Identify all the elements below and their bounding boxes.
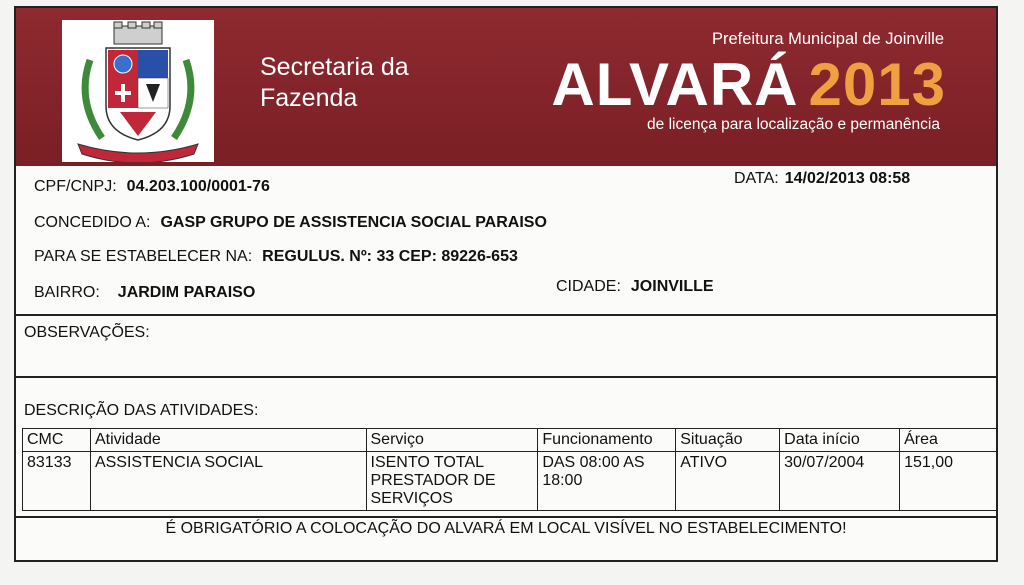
concedido-value: GASP GRUPO DE ASSISTENCIA SOCIAL PARAISO <box>160 214 547 231</box>
cell-atividade: ASSISTENCIA SOCIAL <box>90 452 366 511</box>
divider-top <box>16 314 996 316</box>
header-banner <box>16 8 996 166</box>
col-data-inicio: Data início <box>780 429 900 452</box>
secretaria-title <box>260 52 409 114</box>
col-situacao: Situação <box>676 429 780 452</box>
secretaria-line-1: Secretaria da <box>260 53 409 81</box>
cpf-field <box>34 178 270 196</box>
bairro-label: BAIRRO: <box>34 284 100 301</box>
cell-servico: ISENTO TOTAL PRESTADOR DE SERVIÇOS <box>366 452 538 511</box>
table-row <box>23 452 998 511</box>
cidade-label: CIDADE: <box>556 278 621 295</box>
concedido-label: CONCEDIDO A: <box>34 214 151 231</box>
cpf-label: CPF/CNPJ: <box>34 178 117 195</box>
data-field <box>734 170 910 188</box>
cidade-value: JOINVILLE <box>630 278 714 295</box>
col-servico: Serviço <box>366 429 538 452</box>
cidade-field <box>556 278 714 296</box>
cpf-value: 04.203.100/0001-76 <box>126 178 270 195</box>
col-cmc: CMC <box>23 429 91 452</box>
estabelecer-label: PARA SE ESTABELECER NA: <box>34 248 253 265</box>
alvara-year: 2013 <box>808 51 946 118</box>
data-label: DATA: <box>734 170 779 187</box>
footer-notice: É OBRIGATÓRIO A COLOCAÇÃO DO ALVARÁ EM LOCAL VISÍVEL NO ESTABELECIMENTO! <box>165 520 847 537</box>
estabelecer-field <box>34 248 518 266</box>
col-area: Área <box>900 429 998 452</box>
table-header-row <box>23 429 998 452</box>
licenca-subtitle: de licença para localização e permanência <box>647 116 940 133</box>
col-atividade: Atividade <box>90 429 366 452</box>
concedido-field <box>34 214 547 232</box>
col-funcionamento: Funcionamento <box>538 429 676 452</box>
crest-icon <box>62 20 214 162</box>
joinville-coat-of-arms <box>62 20 214 162</box>
cell-area: 151,00 <box>900 452 998 511</box>
data-value: 14/02/2013 08:58 <box>784 170 911 187</box>
cell-cmc: 83133 <box>23 452 91 511</box>
bairro-value: JARDIM PARAISO <box>117 284 256 301</box>
alvara-title <box>551 52 946 118</box>
cell-funcionamento: DAS 08:00 AS 18:00 <box>538 452 676 511</box>
alvara-document <box>14 6 998 562</box>
descricao-label: DESCRIÇÃO DAS ATIVIDADES: <box>24 402 259 419</box>
cell-situacao: ATIVO <box>676 452 780 511</box>
secretaria-line-2: Fazenda <box>260 84 358 112</box>
atividades-table <box>22 428 998 511</box>
alvara-word: ALVARÁ <box>551 51 799 118</box>
bairro-field <box>34 284 255 302</box>
observacoes-label: OBSERVAÇÕES: <box>24 324 150 341</box>
divider-middle <box>16 376 996 378</box>
prefeitura-label: Prefeitura Municipal de Joinville <box>711 30 944 48</box>
cell-data-inicio: 30/07/2004 <box>780 452 900 511</box>
divider-footer <box>16 516 996 518</box>
estabelecer-value: REGULUS. Nº: 33 CEP: 89226-653 <box>262 248 518 265</box>
